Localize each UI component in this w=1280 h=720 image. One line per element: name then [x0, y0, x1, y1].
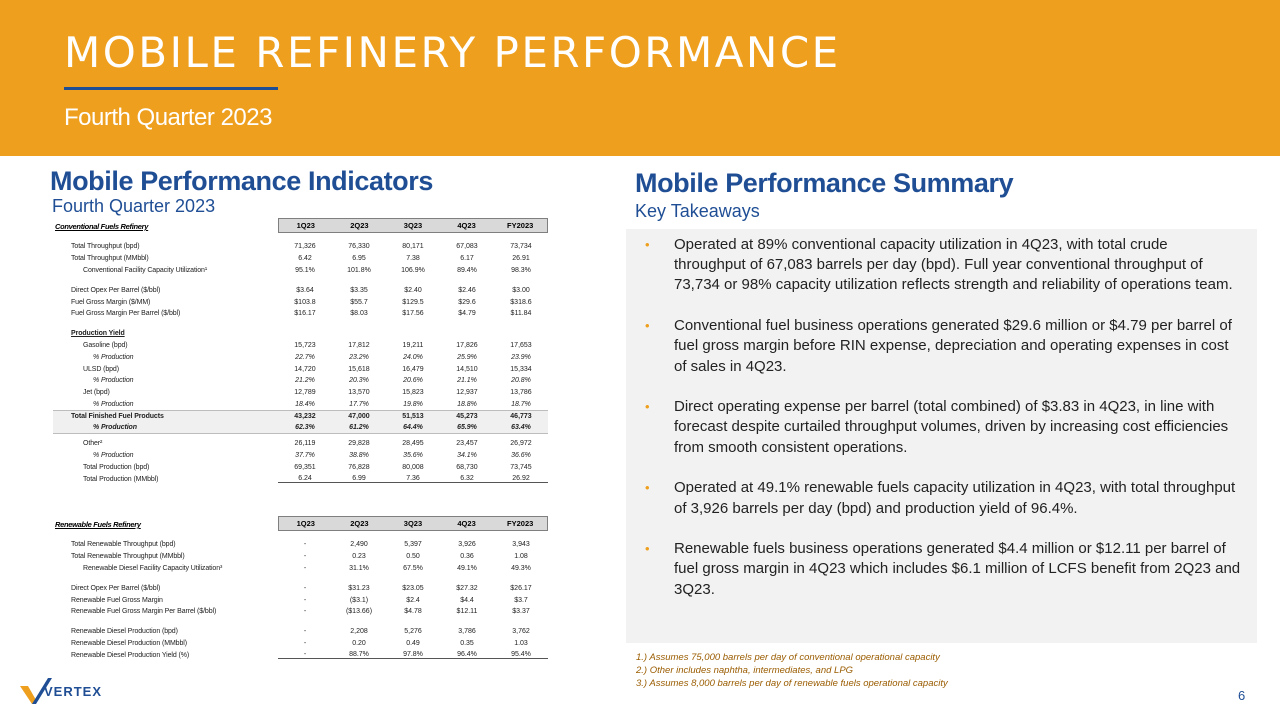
table-cell: 15,823	[402, 389, 424, 397]
row-values	[278, 651, 548, 659]
table-cell: ($3.1)	[349, 596, 369, 604]
section-row	[53, 328, 548, 340]
row-values	[278, 342, 548, 349]
table-cell: 17,826	[456, 341, 478, 349]
column-header: FY2023	[507, 221, 534, 230]
column-header: 3Q23	[403, 519, 423, 528]
table-cell: 98.3%	[511, 266, 531, 274]
table-cell: 23,457	[456, 440, 478, 448]
table-cell: 7.36	[406, 475, 420, 483]
table-cell: 96.4%	[457, 651, 477, 659]
column-header: 3Q23	[403, 221, 423, 230]
row-label: Jet (bpd)	[83, 389, 110, 397]
row-label: Other²	[83, 440, 103, 448]
table-cell: 23.2%	[349, 353, 369, 361]
row-values	[278, 440, 548, 447]
table-cell: 63.4%	[511, 424, 531, 432]
table-cell: 3,943	[512, 541, 530, 549]
table-row	[53, 363, 548, 375]
row-values	[278, 628, 548, 635]
table-cell: $103.8	[294, 298, 316, 306]
table-cell: $16.17	[294, 310, 316, 318]
table-cell: ($13.66)	[345, 608, 373, 616]
table-cell: 61.2%	[349, 424, 369, 432]
table-cell: 25.9%	[457, 353, 477, 361]
summary-title: Mobile Performance Summary	[635, 168, 1014, 198]
table-cell: 6.32	[460, 475, 474, 483]
table-cell: 24.0%	[403, 353, 423, 361]
row-values	[278, 299, 548, 306]
table-row	[53, 638, 548, 650]
column-header: 1Q23	[296, 519, 315, 528]
row-values	[278, 541, 548, 548]
table-row	[53, 387, 548, 399]
table-cell: 0.20	[352, 639, 366, 647]
table-row	[53, 351, 548, 363]
table-cell: 67,083	[456, 243, 478, 251]
table-cell: 6.24	[298, 475, 312, 483]
table-cell: $4.4	[460, 596, 474, 604]
table-row	[53, 241, 548, 253]
table-cell: 73,734	[510, 243, 532, 251]
table-cell: 3,926	[458, 541, 476, 549]
row-values	[278, 413, 548, 420]
renewable-table-header	[53, 516, 548, 531]
table-cell: 15,334	[510, 365, 532, 373]
table-row	[53, 626, 548, 638]
title-underline	[64, 87, 278, 90]
row-label: Total Renewable Throughput (bpd)	[71, 541, 176, 549]
column-headers	[278, 516, 548, 531]
table-cell: 106.9%	[401, 266, 425, 274]
table-row	[53, 265, 548, 277]
column-headers	[278, 218, 548, 233]
table-row	[53, 450, 548, 462]
row-values	[278, 640, 548, 647]
conventional-section-label: Conventional Fuels Refinery	[55, 222, 149, 231]
table-cell: 18.7%	[511, 400, 531, 408]
table-cell: 18.4%	[295, 400, 315, 408]
row-values	[278, 354, 548, 361]
table-cell: 80,008	[402, 463, 424, 471]
page-subtitle: Fourth Quarter 2023	[64, 104, 272, 131]
table-cell: 22.7%	[295, 353, 315, 361]
row-values	[278, 608, 548, 615]
table-cell: $29.6	[458, 298, 476, 306]
table-cell: 2,208	[350, 628, 368, 636]
takeaway-item: • Renewable fuels business operations generated $4.4 million or $12.11 per barrel of fuel gross margin in 4Q23 which includes $6.1 million of LCFS benefit from 2Q23 and 3Q23.	[645, 539, 1243, 600]
table-cell: 38.8%	[349, 452, 369, 460]
row-label: % Production	[93, 377, 134, 385]
table-cell: 95.4%	[511, 651, 531, 659]
table-row	[53, 438, 548, 450]
row-values	[278, 401, 548, 408]
table-cell: 6.95	[352, 255, 366, 263]
table-cell: 97.8%	[403, 651, 423, 659]
table-cell: 64.4%	[403, 424, 423, 432]
table-cell: -	[303, 608, 307, 616]
table-cell: 19,211	[402, 341, 424, 349]
table-row	[53, 253, 548, 265]
table-row	[53, 462, 548, 474]
table-cell: $55.7	[350, 298, 368, 306]
table-cell: 0.36	[460, 553, 474, 561]
table-cell: -	[303, 564, 307, 572]
table-row	[53, 606, 548, 618]
table-cell: 15,618	[348, 365, 370, 373]
row-label: Total Throughput (MMbbl)	[71, 255, 149, 263]
table-cell: 5,276	[404, 628, 422, 636]
row-label: Total Throughput (bpd)	[71, 243, 140, 251]
row-values	[278, 585, 548, 592]
table-cell: 12,937	[456, 389, 478, 397]
table-cell: 6.99	[352, 475, 366, 483]
table-cell: 68,730	[456, 463, 478, 471]
table-cell: $12.11	[456, 608, 478, 616]
table-cell: 3,786	[458, 628, 476, 636]
takeaway-item: • Direct operating expense per barrel (total combined) of $3.83 in 4Q23, in line with forecast despite curtailed throughput volumes, driven by increasing cost efficiencies from smooth consistent operations.	[645, 397, 1243, 458]
table-cell: 51,513	[402, 413, 424, 421]
table-cell: 5,397	[404, 541, 422, 549]
takeaway-item: • Operated at 89% conventional capacity utilization in 4Q23, with total crude throughput of 67,083 barrels per day (bpd). Full year conventional throughput of 73,734 or 98% capacity utilization reflects strength and reliability of operations team.	[645, 235, 1243, 296]
page-number: 6	[1238, 688, 1246, 703]
table-row	[53, 296, 548, 308]
table-row	[53, 473, 548, 485]
table-cell: $129.5	[402, 298, 424, 306]
table-cell: 19.8%	[403, 400, 423, 408]
table-cell: 65.9%	[457, 424, 477, 432]
row-label: Gasoline (bpd)	[83, 341, 128, 349]
table-cell: 45,273	[456, 413, 478, 421]
takeaways-list	[626, 229, 1257, 600]
row-label: Total Production (MMbbl)	[83, 475, 159, 483]
indicators-title: Mobile Performance Indicators	[50, 166, 433, 196]
table-cell: $17.56	[402, 310, 424, 318]
table-row	[53, 563, 548, 575]
takeaway-item: • Operated at 49.1% renewable fuels capacity utilization in 4Q23, with total throughput of 3,926 barrels per day (bpd) and production yield of 96.4%.	[645, 478, 1243, 518]
footnote: 3.) Assumes 8,000 barrels per day of renewable fuels operational capacity	[636, 678, 948, 689]
table-cell: $4.78	[404, 608, 422, 616]
table-row	[53, 582, 548, 594]
table-cell: 89.4%	[457, 266, 477, 274]
page-title: MOBILE REFINERY PERFORMANCE	[64, 28, 841, 77]
table-cell: $11.84	[510, 310, 532, 318]
table-row	[53, 551, 548, 563]
row-label: Renewable Fuel Gross Margin Per Barrel ($/bbl)	[71, 608, 217, 616]
table-cell: 20.6%	[403, 377, 423, 385]
row-values	[278, 243, 548, 250]
table-cell: 35.6%	[403, 452, 423, 460]
table-cell: 1.08	[514, 553, 528, 561]
summary-box	[626, 229, 1257, 643]
table-cell: $3.64	[296, 286, 314, 294]
table-cell: 17.7%	[349, 400, 369, 408]
table-cell: 12,789	[294, 389, 316, 397]
table-cell: 17,812	[348, 341, 370, 349]
table-cell: 80,171	[402, 243, 424, 251]
row-values	[278, 287, 548, 294]
conventional-table-header	[53, 218, 548, 233]
table-cell: 36.6%	[511, 452, 531, 460]
table-row	[53, 649, 548, 661]
table-row	[53, 594, 548, 606]
table-cell: 76,330	[348, 243, 370, 251]
table-cell: 0.49	[406, 639, 420, 647]
table-cell: 101.8%	[347, 266, 371, 274]
production-yield-label: Production Yield	[71, 330, 125, 338]
table-cell: -	[303, 596, 307, 604]
row-label: Renewable Diesel Production (MMbbl)	[71, 639, 187, 647]
table-cell: 6.42	[298, 255, 312, 263]
table-row	[53, 399, 548, 411]
table-row	[53, 375, 548, 387]
table-cell: 71,326	[294, 243, 316, 251]
row-values	[278, 424, 548, 431]
table-cell: 17,653	[510, 341, 532, 349]
column-header: FY2023	[507, 519, 534, 528]
table-cell: 0.50	[406, 553, 420, 561]
row-label: Total Finished Fuel Products	[71, 413, 164, 421]
table-cell: $27.32	[456, 584, 478, 592]
row-values	[278, 389, 548, 396]
row-label: % Production	[93, 424, 137, 432]
table-cell: -	[303, 553, 307, 561]
table-cell: 88.7%	[349, 651, 369, 659]
summary-subtitle: Key Takeaways	[635, 201, 760, 221]
row-label: % Production	[93, 400, 134, 408]
table-cell: 14,720	[294, 365, 316, 373]
table-cell: 1.03	[514, 639, 528, 647]
table-cell: $2.46	[458, 286, 476, 294]
table-cell: 20.8%	[511, 377, 531, 385]
row-label: Renewable Fuel Gross Margin	[71, 596, 163, 604]
table-cell: 21.2%	[295, 377, 315, 385]
table-cell: 67.5%	[403, 564, 423, 572]
row-label: Fuel Gross Margin Per Barrel ($/bbl)	[71, 310, 181, 318]
title-banner	[0, 0, 1280, 156]
table-cell: 62.3%	[295, 424, 315, 432]
table-cell: 49.3%	[511, 564, 531, 572]
row-label: Renewable Diesel Production Yield (%)	[71, 651, 190, 659]
row-label: Direct Opex Per Barrel ($/bbl)	[71, 584, 161, 592]
table-cell: 26.91	[512, 255, 530, 263]
column-header: 4Q23	[457, 221, 476, 230]
table-cell: 26,119	[294, 440, 316, 448]
indicators-subtitle: Fourth Quarter 2023	[52, 196, 216, 216]
row-values	[278, 597, 548, 604]
row-values	[278, 464, 548, 471]
table-cell: $2.40	[404, 286, 422, 294]
table-cell: $31.23	[348, 584, 370, 592]
table-cell: 34.1%	[457, 452, 477, 460]
column-header: 2Q23	[350, 221, 369, 230]
table-cell: $3.35	[350, 286, 368, 294]
row-values	[278, 553, 548, 560]
row-values	[278, 255, 548, 262]
table-cell: -	[303, 639, 307, 647]
table-cell: $2.4	[406, 596, 420, 604]
footnote: 2.) Other includes naphtha, intermediates, and LPG	[636, 665, 854, 676]
row-label: % Production	[93, 353, 134, 361]
table-row	[53, 340, 548, 352]
renewable-section-label: Renewable Fuels Refinery	[55, 520, 141, 529]
takeaway-item: • Conventional fuel business operations generated $29.6 million or $4.79 per barrel of fuel gross margin before RIN expense, depreciation and operating expenses in cost of sales in 4Q23.	[645, 316, 1243, 377]
table-cell: 18.8%	[457, 400, 477, 408]
row-label: Total Renewable Throughput (MMbbl)	[71, 553, 185, 561]
table-cell: 47,000	[348, 413, 370, 421]
table-cell: 0.35	[460, 639, 474, 647]
table-cell: 31.1%	[349, 564, 369, 572]
table-row	[53, 422, 548, 434]
table-cell: $8.03	[350, 310, 368, 318]
table-cell: 46,773	[510, 413, 532, 421]
renewable-table	[53, 516, 548, 661]
table-cell: 49.1%	[457, 564, 477, 572]
table-cell: 13,570	[348, 389, 370, 397]
footnote: 1.) Assumes 75,000 barrels per day of conventional operational capacity	[636, 652, 940, 663]
table-cell: 76,828	[348, 463, 370, 471]
row-values	[278, 565, 548, 572]
table-cell: 13,786	[510, 389, 532, 397]
table-cell: -	[303, 651, 307, 659]
row-label: Fuel Gross Margin ($/MM)	[71, 298, 151, 306]
table-cell: 69,351	[294, 463, 316, 471]
table-cell: $318.6	[510, 298, 532, 306]
table-cell: 2,490	[350, 541, 368, 549]
table-cell: $3.00	[512, 286, 530, 294]
row-label: Direct Opex Per Barrel ($/bbl)	[71, 286, 161, 294]
conventional-table	[53, 218, 548, 485]
column-header: 1Q23	[296, 221, 315, 230]
table-cell: 21.1%	[457, 377, 477, 385]
table-cell: $3.37	[512, 608, 530, 616]
row-values	[278, 366, 548, 373]
column-header: 2Q23	[350, 519, 369, 528]
row-values	[278, 452, 548, 459]
table-cell: 15,723	[294, 341, 316, 349]
table-cell: -	[303, 584, 307, 592]
row-values	[278, 267, 548, 274]
table-cell: 23.9%	[511, 353, 531, 361]
table-cell: 26.92	[512, 475, 530, 483]
column-header: 4Q23	[457, 519, 476, 528]
table-cell: -	[303, 541, 307, 549]
table-cell: 28,495	[402, 440, 424, 448]
table-cell: 20.3%	[349, 377, 369, 385]
row-label: Total Production (bpd)	[83, 463, 150, 471]
table-cell: 95.1%	[295, 266, 315, 274]
row-values	[278, 310, 548, 317]
table-cell: 73,745	[510, 463, 532, 471]
row-label: Renewable Diesel Production (bpd)	[71, 628, 178, 636]
table-row	[53, 284, 548, 296]
table-cell: $26.17	[510, 584, 532, 592]
table-cell: $4.79	[458, 310, 476, 318]
table-row	[53, 539, 548, 551]
table-cell: 14,510	[456, 365, 478, 373]
table-cell: -	[303, 628, 307, 636]
table-row	[53, 410, 548, 422]
table-cell: 26,972	[510, 440, 532, 448]
table-row	[53, 308, 548, 320]
table-cell: 16,479	[402, 365, 424, 373]
row-values	[278, 377, 548, 384]
table-cell: 43,232	[294, 413, 316, 421]
table-cell: $23.05	[402, 584, 424, 592]
row-label: Renewable Diesel Facility Capacity Utilization³	[83, 564, 223, 572]
table-cell: 7.38	[406, 255, 420, 263]
table-cell: 0.23	[352, 553, 366, 561]
table-cell: 37.7%	[295, 452, 315, 460]
table-cell: $3.7	[514, 596, 528, 604]
row-label: ULSD (bpd)	[83, 365, 119, 373]
row-label: % Production	[93, 452, 134, 460]
logo-text: VERTEX	[44, 684, 103, 699]
table-cell: 6.17	[460, 255, 474, 263]
table-cell: 3,762	[512, 628, 530, 636]
row-values	[278, 475, 548, 483]
row-label: Conventional Facility Capacity Utilization¹	[83, 266, 208, 274]
table-cell: 29,828	[348, 440, 370, 448]
